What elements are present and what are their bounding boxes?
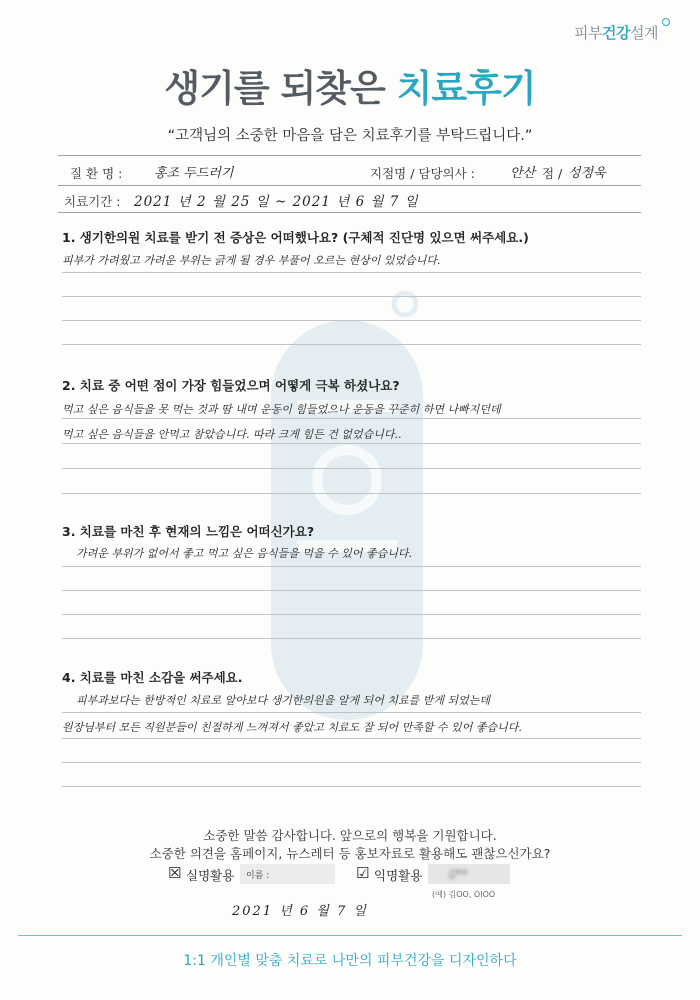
footer-tagline: 1:1 개인별 맞춤 치료로 나만의 피부건강을 디자인하다 xyxy=(183,953,517,969)
question-4: 4. 치료를 마친 소감을 써주세요. xyxy=(62,670,243,685)
anonymous-example: (예) 김OO, OIOO xyxy=(432,890,496,899)
watermark-logo-icon xyxy=(267,290,427,730)
answer-rule xyxy=(62,296,641,297)
period-value: 2021 년 2 월 25 일 ~ 2021 년 6 월 7 일 xyxy=(134,194,419,210)
answer-rule xyxy=(62,320,641,321)
anonymous-name-field[interactable] xyxy=(428,864,510,884)
real-name-field[interactable] xyxy=(240,864,335,884)
branch-suffix: 점 / xyxy=(542,166,563,181)
answer-rule xyxy=(62,590,641,591)
footer-divider xyxy=(18,935,682,936)
diagnosis-value: 홍조 두드러기 xyxy=(154,166,234,181)
answer-2-line-2: 먹고 싶은 음식들을 안먹고 참았습니다. 따라 크게 힘든 건 없었습니다.. xyxy=(62,428,402,441)
diagnosis-row xyxy=(58,162,641,186)
thanks-line-1: 소중한 말씀 감사합니다. 앞으로의 행복을 기원합니다. xyxy=(203,828,497,843)
answer-rule xyxy=(62,468,641,469)
answer-4-line-1: 피부과보다는 한방적인 치료로 알아보다 생기한의원을 알게 되어 치료를 받게 되었는데 xyxy=(76,694,491,707)
info-mid-line xyxy=(58,185,641,186)
answer-rule xyxy=(62,638,641,639)
page-title xyxy=(0,58,700,112)
answer-2-line-1: 먹고 싶은 음식들을 못 먹는 것과 땀 내며 운동이 힘들었으나 운동을 꾸준히 하면 나빠지던데 xyxy=(62,403,501,416)
answer-rule xyxy=(62,786,641,787)
signature-date: 2021 년 6 월 7 일 xyxy=(232,904,368,919)
answer-rule xyxy=(62,443,641,444)
branch-value: 안산 xyxy=(510,166,536,181)
answer-rule xyxy=(62,712,641,713)
info-top-line xyxy=(58,155,641,156)
anonymous-option-label: 익명활용 xyxy=(374,868,423,883)
branch-label: 지점명 / 담당의사 : xyxy=(370,166,475,181)
answer-rule xyxy=(62,566,641,567)
diagnosis-label: 질 환 명 : xyxy=(70,166,123,181)
question-1: 1. 생기한의원 치료를 받기 전 증상은 어떠했나요? (구체적 진단명 있으면 써주세요.) xyxy=(62,230,529,245)
page-subtitle: “고객님의 소중한 마음을 담은 치료후기를 부탁드립니다.” xyxy=(167,128,533,144)
answer-rule xyxy=(62,493,641,494)
answer-rule xyxy=(62,418,641,419)
brand-prefix: 피부 xyxy=(574,24,603,42)
name-field-label: 이름 : xyxy=(246,871,270,881)
brand-accent: 건강 xyxy=(602,24,631,42)
title-part2: 치료후기 xyxy=(396,67,536,110)
anonymous-name-value: 김** xyxy=(446,868,468,881)
period-row xyxy=(58,190,641,214)
answer-4-line-2: 원장님부터 모든 직원분들이 친절하게 느껴져서 좋았고 치료도 잘 되어 만족할 수 있어 좋습니다. xyxy=(62,721,522,734)
answer-rule xyxy=(62,344,641,345)
answer-rule xyxy=(62,738,641,739)
period-label: 치료기간 : xyxy=(64,194,121,209)
thanks-line-2: 소중한 의견을 홈페이지, 뉴스레터 등 홍보자료로 활용해도 괜찮으신가요? xyxy=(149,846,551,861)
real-name-check-icon[interactable]: ☒ xyxy=(168,864,182,882)
real-name-option-label: 실명활용 xyxy=(186,868,235,883)
brand-dot-icon xyxy=(662,18,670,26)
anonymous-check-icon[interactable]: ☑ xyxy=(356,864,370,882)
answer-3-line-1: 가려운 부위가 없어서 좋고 먹고 싶은 음식들을 먹을 수 있어 좋습니다. xyxy=(76,547,412,560)
answer-1-line-1: 피부가 가려웠고 가려운 부위는 긁게 될 경우 부풀어 오르는 현상이 있었습니다. xyxy=(62,254,441,267)
question-2: 2. 치료 중 어떤 점이 가장 힘들었으며 어떻게 극복 하셨나요? xyxy=(62,378,400,393)
info-bottom-line xyxy=(58,212,641,213)
question-3: 3. 치료를 마친 후 현재의 느낌은 어떠신가요? xyxy=(62,524,315,539)
title-part1: 생기를 되찾은 xyxy=(164,67,397,110)
answer-rule xyxy=(62,272,641,273)
brand-suffix: 설계 xyxy=(630,24,658,42)
answer-rule xyxy=(62,614,641,615)
answer-rule xyxy=(62,762,641,763)
doctor-value: 성정욱 xyxy=(568,166,606,181)
brand-logo xyxy=(574,22,658,43)
